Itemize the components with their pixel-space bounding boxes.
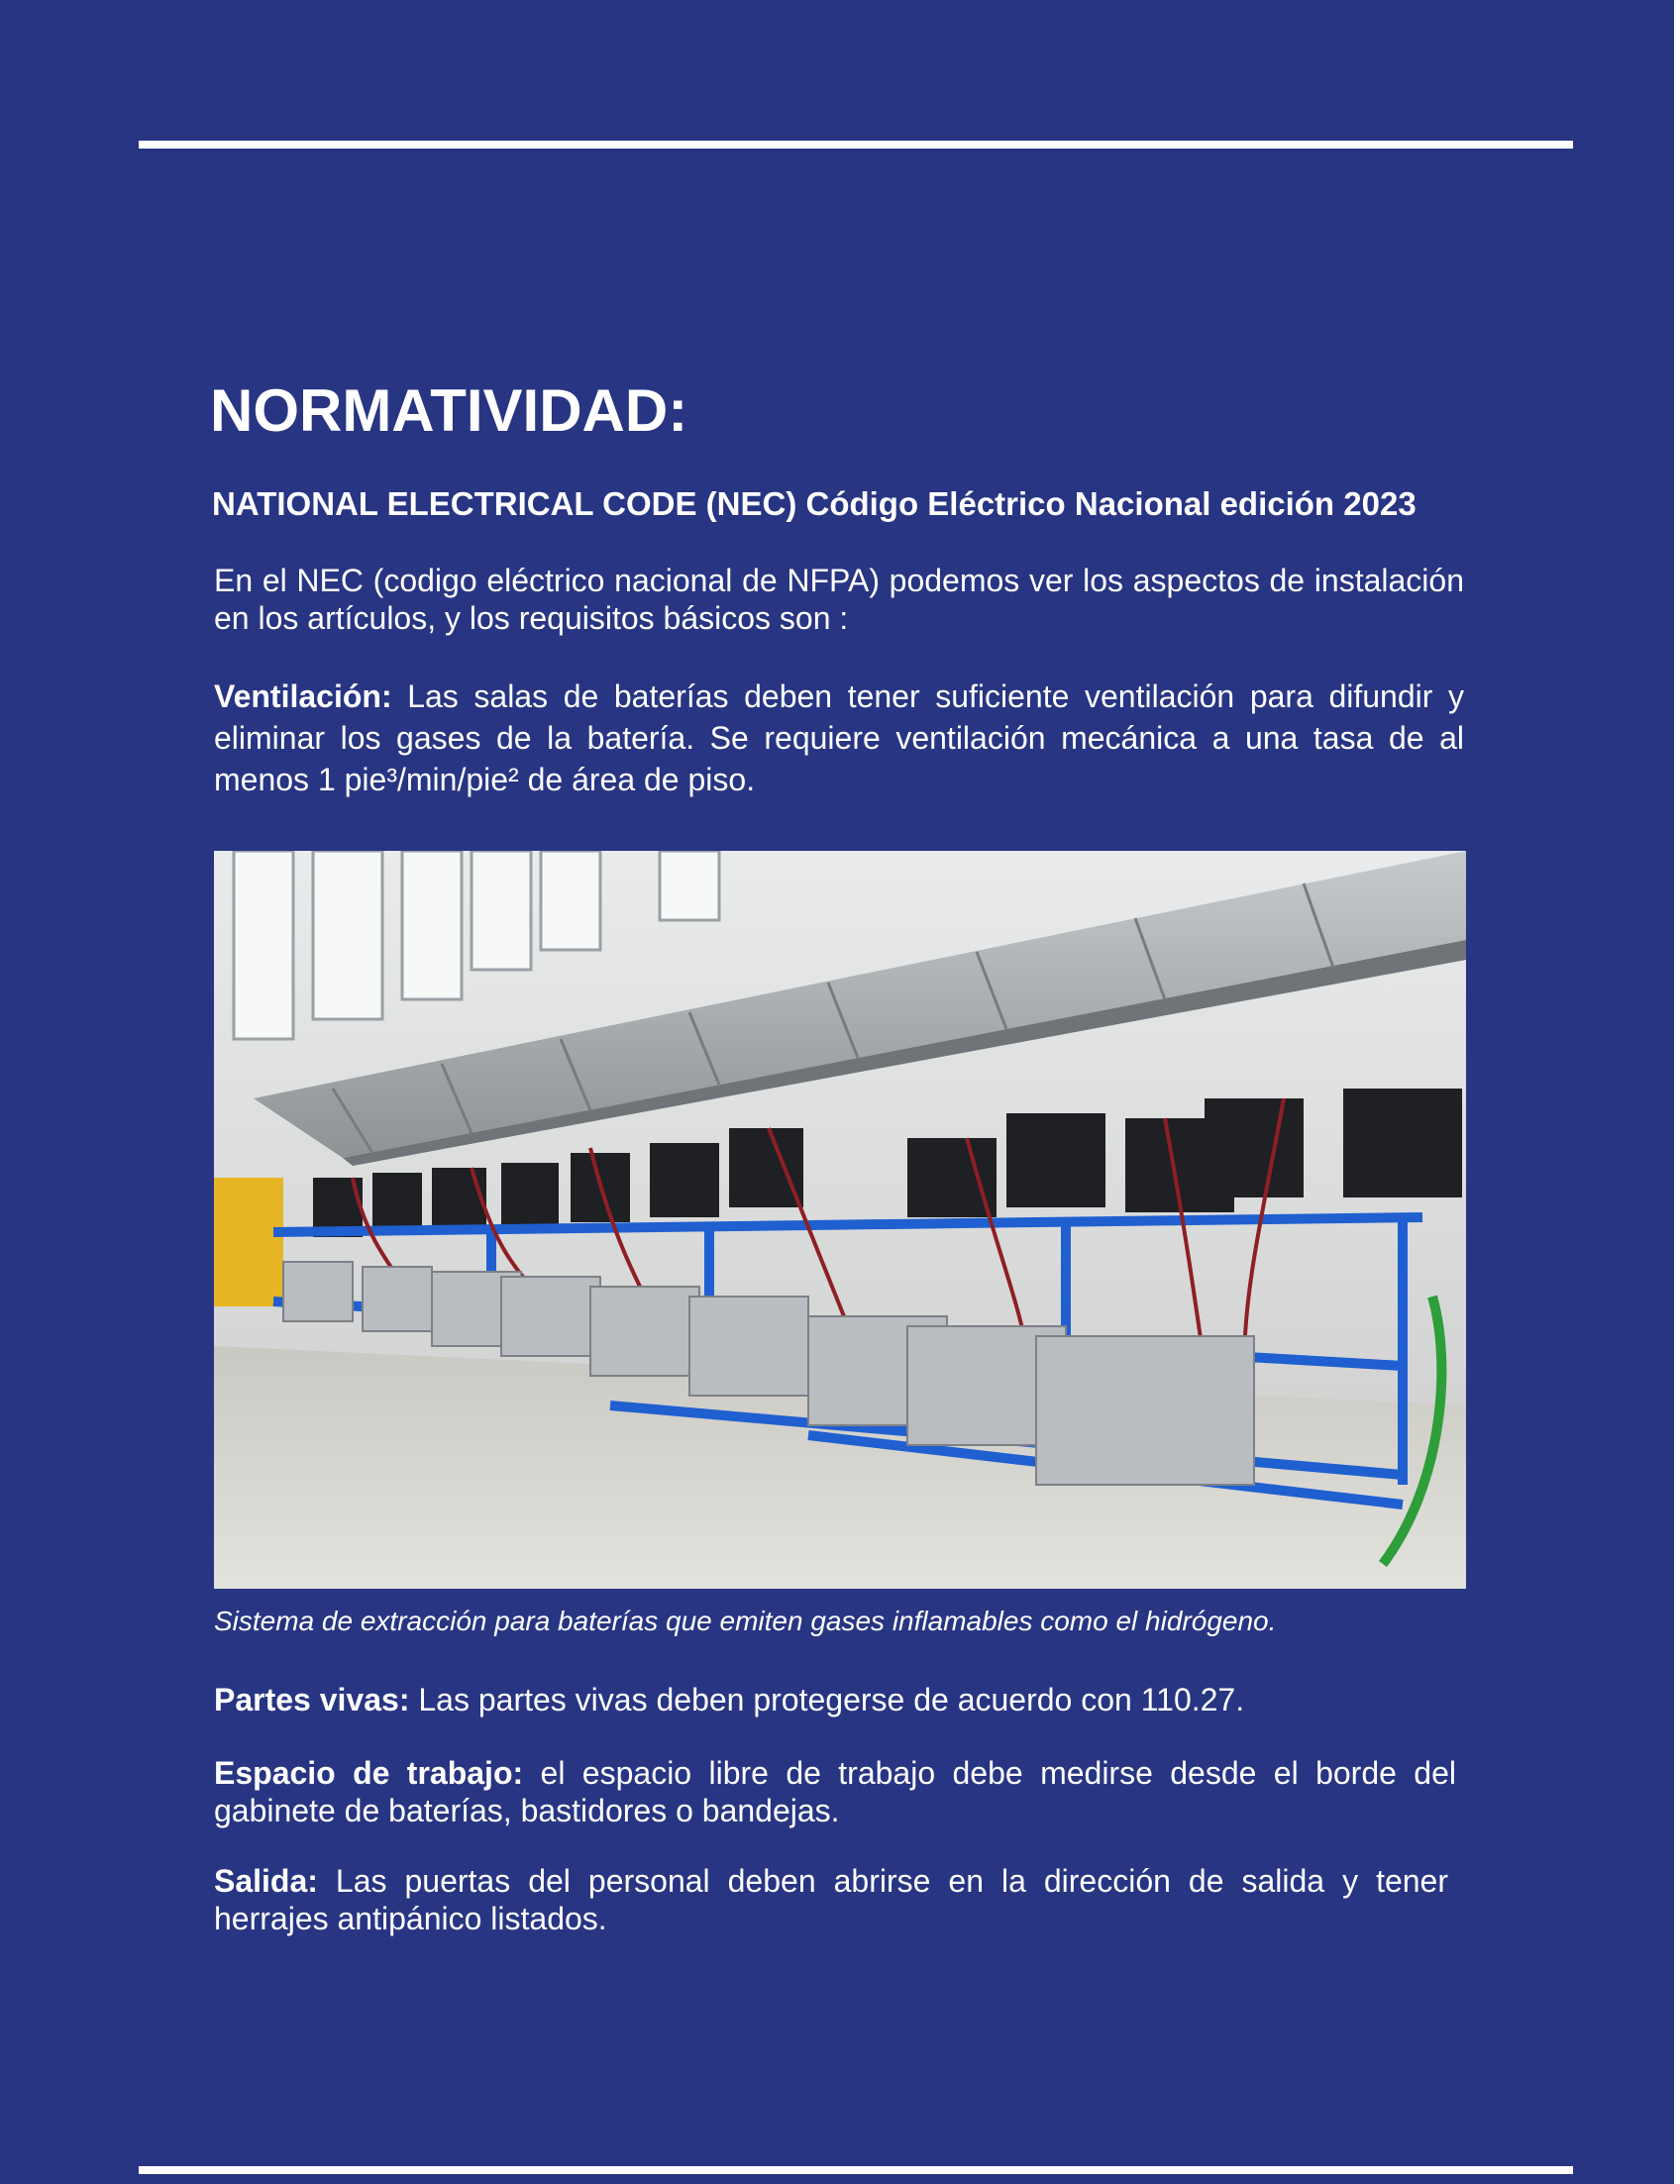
requirement-label: Espacio de trabajo: xyxy=(214,1755,524,1791)
battery-room-photo xyxy=(214,851,1466,1589)
bottom-divider xyxy=(139,2166,1573,2174)
requirement-text: el espacio libre de trabajo debe medirse desde el borde del gabinete de baterías, bastidores o bandejas. xyxy=(214,1755,1457,1828)
requirement-ventilacion xyxy=(214,676,1464,800)
requirement-espacio-trabajo xyxy=(214,1754,1456,1829)
requirement-text: Las salas de baterías deben tener suficiente ventilación para difundir y eliminar los gases de la batería. Se requiere ventilación mecánica a una tasa de al menos 1 pie³/min/pie² de área de piso. xyxy=(214,678,1465,797)
requirement-label: Salida: xyxy=(214,1863,318,1899)
wall-sign xyxy=(214,1178,283,1306)
requirement-label: Partes vivas: xyxy=(214,1682,410,1717)
requirement-text: Las partes vivas deben protegerse de acuerdo con 110.27. xyxy=(418,1682,1245,1717)
requirement-text: Las puertas del personal deben abrirse en la dirección de salida y tener herrajes antipánico listados. xyxy=(214,1863,1448,1936)
figure-caption: Sistema de extracción para baterías que emiten gases inflamables como el hidrógeno. xyxy=(214,1606,1277,1636)
top-divider xyxy=(139,141,1573,149)
requirement-salida xyxy=(214,1862,1448,1937)
battery-room-illustration xyxy=(214,851,1466,1589)
section-subtitle: NATIONAL ELECTRICAL CODE (NEC) Código Eléctrico Nacional edición 2023 xyxy=(212,485,1417,522)
requirement-label: Ventilación: xyxy=(214,678,392,714)
page-title: NORMATIVIDAD: xyxy=(210,377,688,444)
requirement-partes-vivas xyxy=(214,1681,1464,1718)
intro-paragraph: En el NEC (codigo eléctrico nacional de NFPA) podemos ver los aspectos de instalación en los artículos, y los requisitos básicos son : xyxy=(214,563,1464,636)
